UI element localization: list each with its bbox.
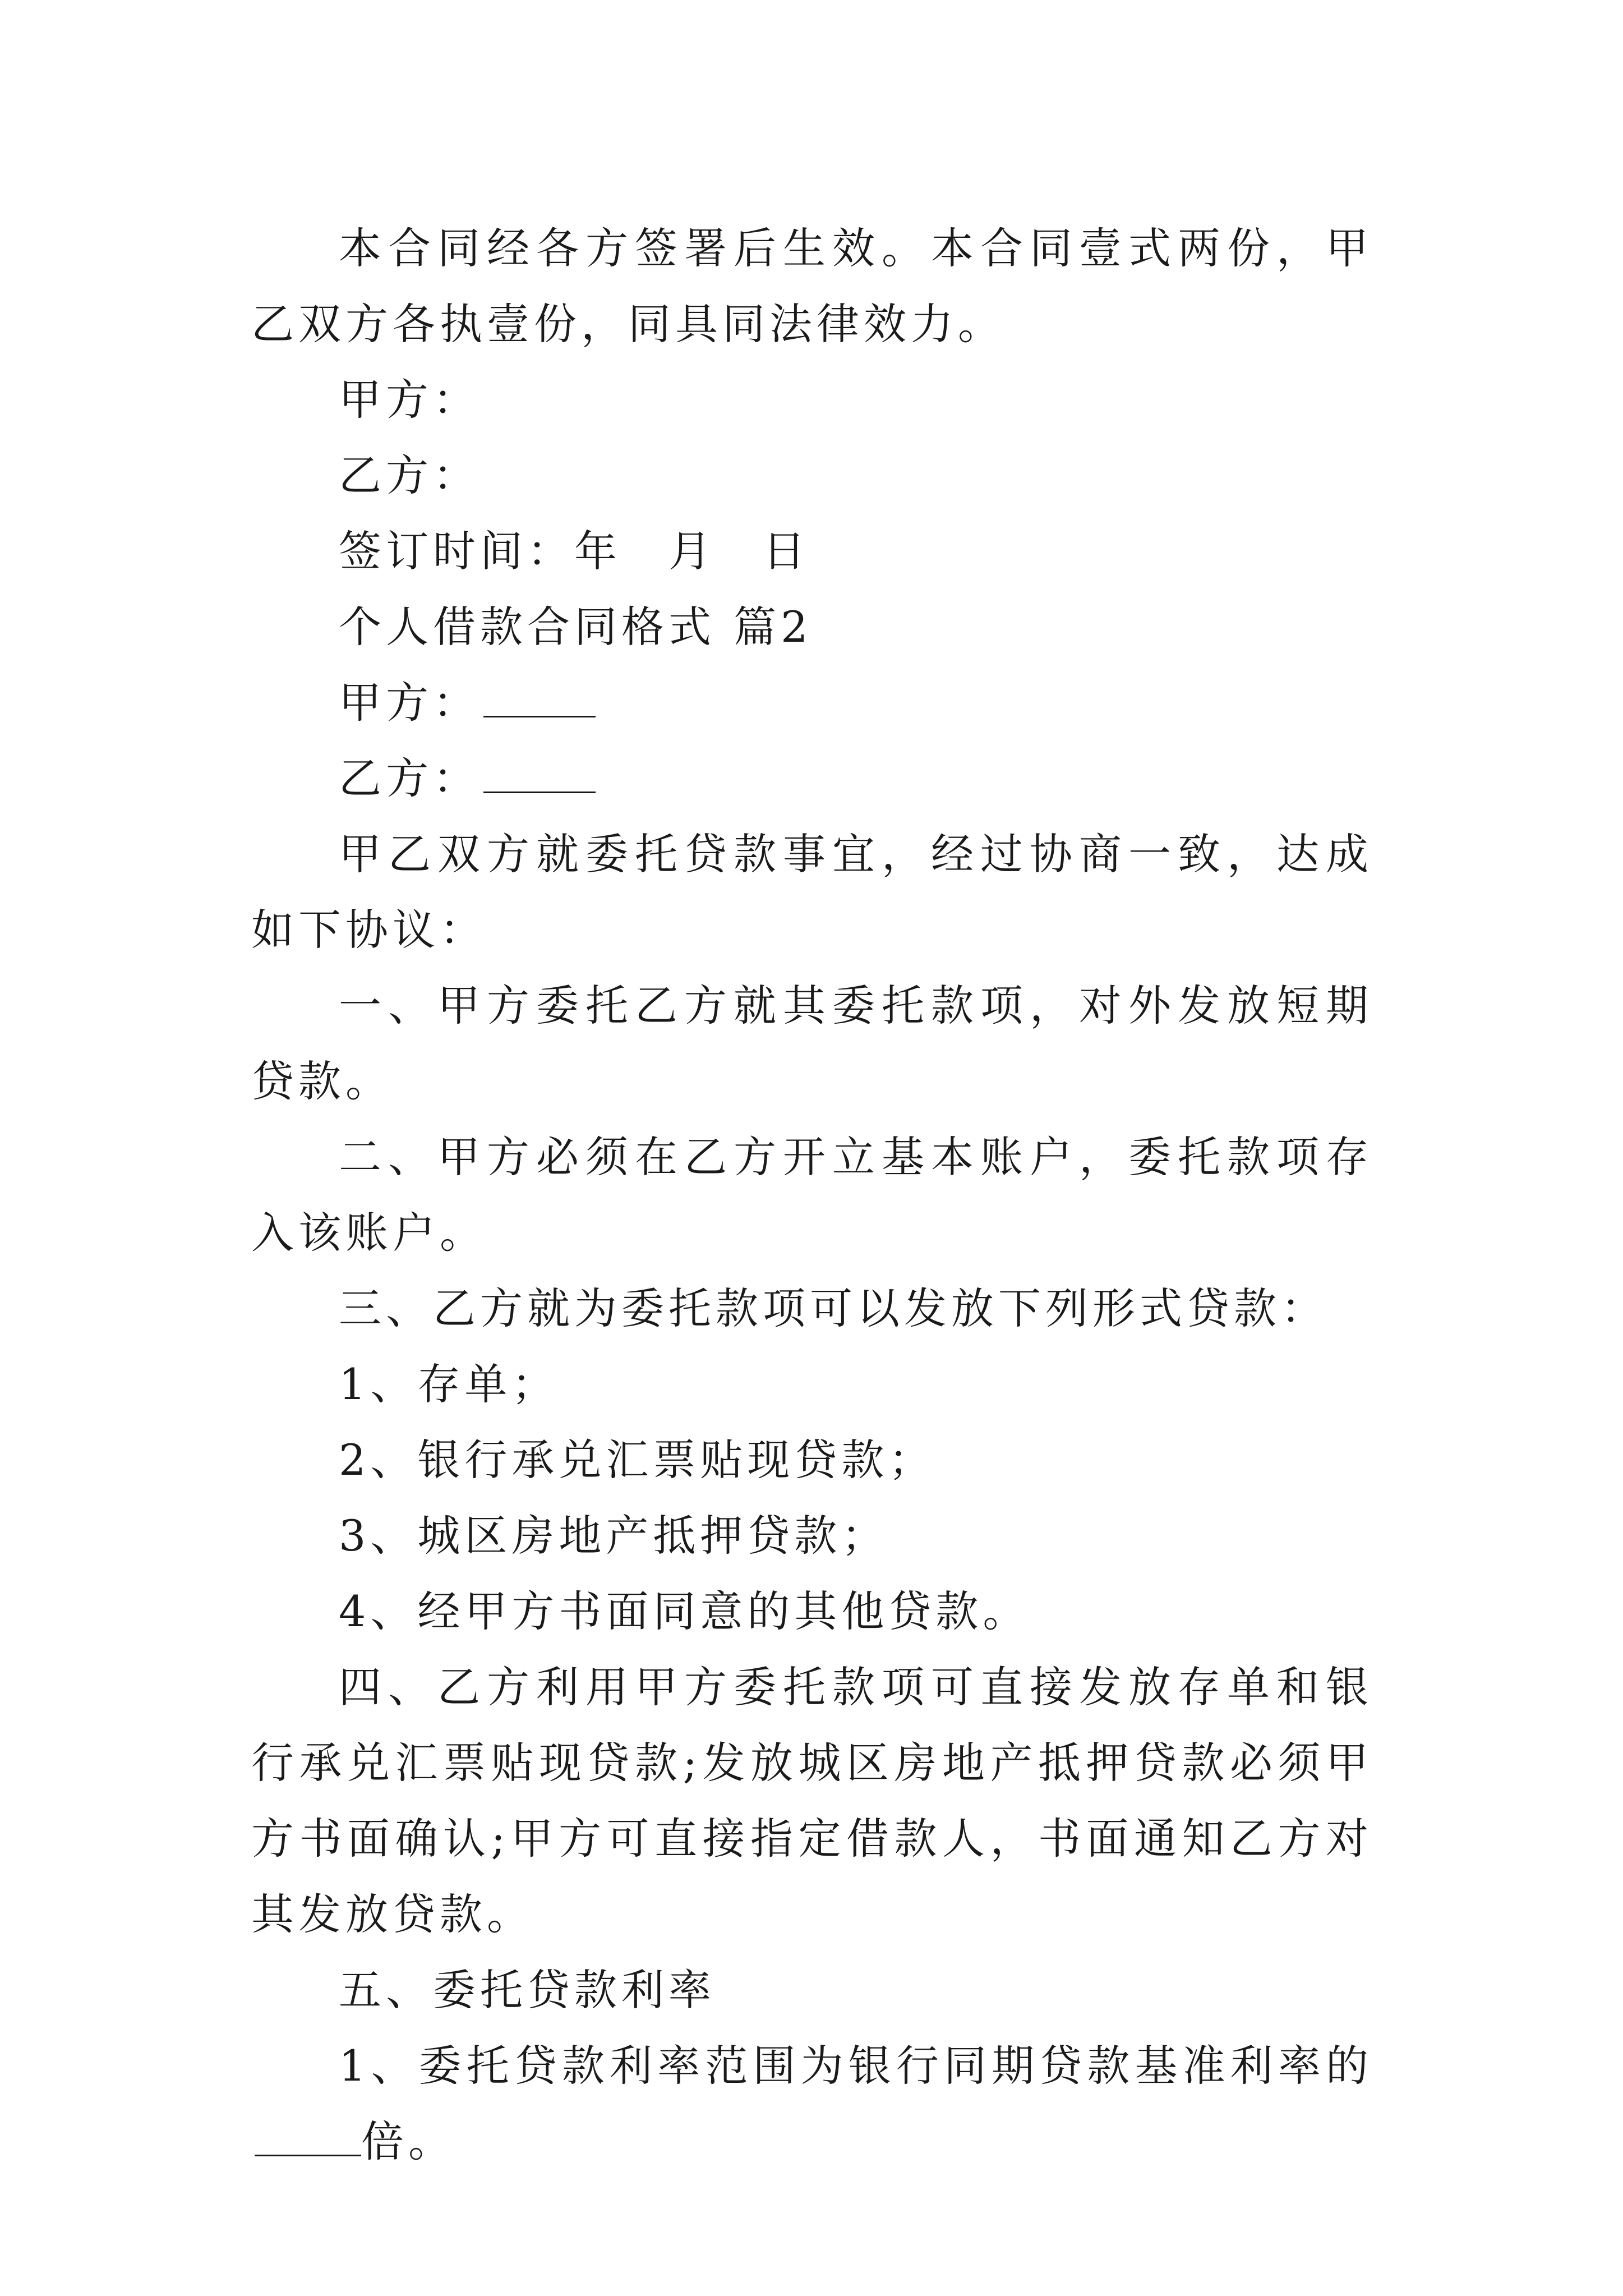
party-a-blank (483, 677, 596, 717)
clause-3-item-1: 1、存单； (339, 1359, 559, 1409)
party-b-line (251, 740, 1373, 816)
clause-2: 二、甲方必须在乙方开立基本账户，委托款项存入该账户。 (251, 1132, 1373, 1258)
document-body (251, 210, 1373, 2179)
section-heading: 个人借款合同格式 篇2 (339, 602, 813, 652)
party-a-label: 甲方： (339, 678, 480, 728)
party-a-line (251, 665, 1373, 740)
paragraph-effectiveness: 本合同经各方签署后生效。本合同壹式两份，甲乙双方各执壹份，同具同法律效力。 (251, 223, 1373, 349)
clause-3: 三、乙方就为委托款项可以发放下列形式贷款： (339, 1283, 1328, 1333)
clause-5-item-1 (251, 2028, 1373, 2179)
party-a-signature: 甲方： (339, 375, 480, 425)
clause-3-item-2: 2、银行承兑汇票贴现贷款； (339, 1435, 936, 1485)
clause-3-item-4: 4、经甲方书面同意的其他贷款。 (339, 1586, 1030, 1636)
clause-5-item-1-text: 1、委托贷款利率范围为银行同期贷款基准利率的 (339, 2041, 1373, 2091)
party-b-label: 乙方： (339, 753, 480, 803)
clause-4: 四、乙方利用甲方委托款项可直接发放存单和银行承兑汇票贴现贷款;发放城区房地产抵押贷款必须甲方书面确认;甲方可直接指定借款人，书面通知乙方对其发放贷款。 (251, 1662, 1373, 1939)
party-b-signature: 乙方： (339, 450, 480, 500)
party-b-blank (483, 752, 596, 793)
clause-5-item-1-suffix: 倍。 (361, 2116, 455, 2166)
signing-date: 签订时间：年 月 日 (339, 526, 810, 576)
clause-3-item-3: 3、城区房地产抵押贷款； (339, 1511, 889, 1561)
rate-multiplier-blank (255, 2115, 361, 2156)
paragraph-agreement: 甲乙双方就委托贷款事宜，经过协商一致，达成如下协议： (251, 829, 1373, 955)
clause-1: 一、甲方委托乙方就其委托款项，对外发放短期贷款。 (251, 981, 1373, 1106)
clause-5: 五、委托贷款利率 (339, 1965, 716, 2015)
